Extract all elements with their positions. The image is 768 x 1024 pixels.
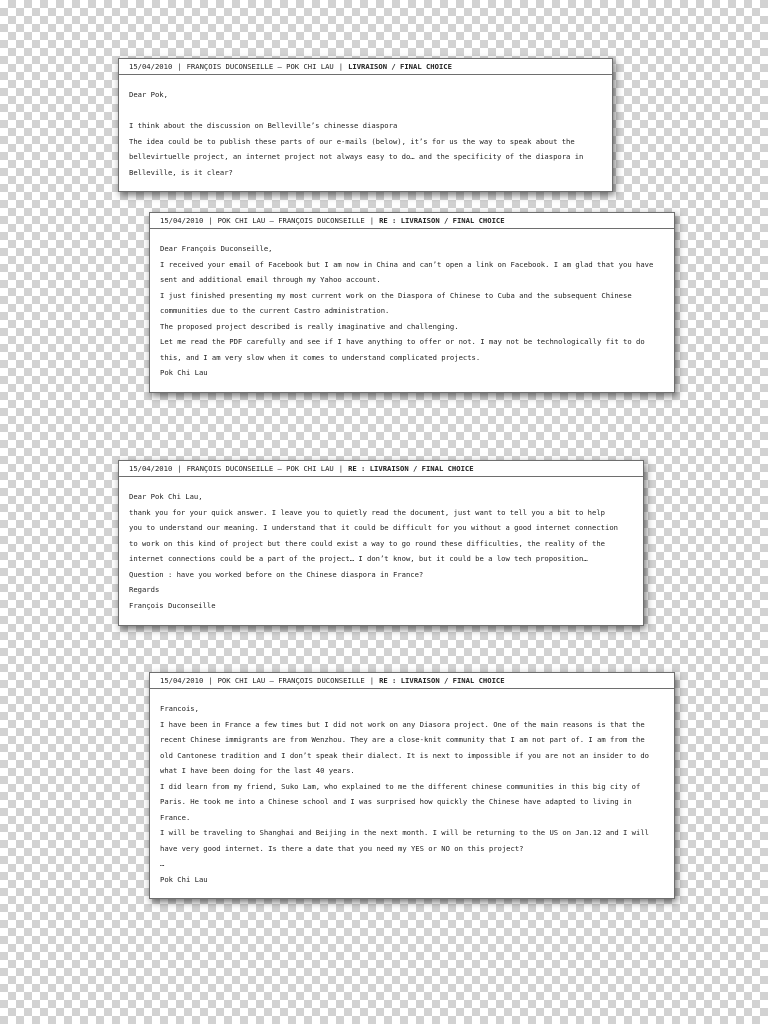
email-body-line: Francois, bbox=[160, 704, 199, 713]
email-body-line: sent and additional email through my Yahoo account. bbox=[160, 275, 381, 284]
email-body-line: Dear Pok Chi Lau, bbox=[129, 492, 203, 501]
email-body-line: old Cantonese tradition and I don’t speak their dialect. It is next to impossible if you are not an insider to do bbox=[160, 750, 649, 760]
header-separator: | bbox=[369, 676, 375, 685]
email-body-line: have very good internet. Is there a date that you need my YES or NO on this project? bbox=[160, 843, 524, 853]
email-body-line: I think about the discussion on Belleville’s chinesse diaspora bbox=[129, 121, 398, 130]
email-body-line: Let me read the PDF carefully and see if I have anything to offer or not. I may not be technologically fit to do bbox=[160, 337, 645, 346]
email-header bbox=[119, 461, 643, 477]
email-body-line: this, and I am very slow when it comes to understand complicated projects. bbox=[160, 352, 481, 362]
email-body-line: Dear Pok, bbox=[129, 90, 168, 99]
email-body bbox=[150, 691, 674, 887]
header-separator: | bbox=[208, 676, 213, 685]
email-body bbox=[119, 77, 612, 180]
email-participants: POK CHI LAU — FRANÇOIS DUCONSEILLE bbox=[217, 216, 365, 225]
email-body-line: I have been in France a few times but I did not work on any Diasora project. One of the main reasons is that the bbox=[160, 719, 645, 729]
email-participants: FRANÇOIS DUCONSEILLE — POK CHI LAU bbox=[186, 464, 334, 473]
email-body-line: I will be traveling to Shanghai and Beijing in the next month. I will be returning to the US on Jan.12 and I will bbox=[160, 828, 649, 837]
email-body-line: I just finished presenting my most current work on the Diaspora of Chinese to Cuba and the subsequent Chinese bbox=[160, 290, 632, 300]
email-body-line: I did learn from my friend, Suko Lam, who explained to me the different chinese communities in this big city of bbox=[160, 781, 641, 791]
email-body-line: Question : have you worked before on the Chinese diaspora in France? bbox=[129, 569, 424, 579]
email-body-line bbox=[129, 103, 602, 119]
email-date: 15/04/2010 bbox=[129, 62, 173, 71]
header-separator: | bbox=[338, 464, 344, 473]
email-subject: LIVRAISON / FINAL CHOICE bbox=[348, 62, 452, 71]
email-card bbox=[118, 58, 613, 192]
email-body-line: The proposed project described is really imaginative and challenging. bbox=[160, 321, 459, 331]
email-header bbox=[150, 673, 674, 689]
email-body bbox=[150, 231, 674, 381]
email-card bbox=[149, 212, 675, 393]
email-subject: RE : LIVRAISON / FINAL CHOICE bbox=[379, 676, 505, 685]
header-separator: | bbox=[369, 216, 375, 225]
email-body-line: communities due to the current Castro administration. bbox=[160, 306, 390, 315]
email-body-line: Dear François Duconseille, bbox=[160, 244, 273, 253]
email-card bbox=[118, 460, 644, 626]
email-body-line: François Duconseille bbox=[129, 600, 216, 610]
email-body-line: France. bbox=[160, 812, 191, 822]
email-subject: RE : LIVRAISON / FINAL CHOICE bbox=[379, 216, 505, 225]
email-participants: POK CHI LAU — FRANÇOIS DUCONSEILLE bbox=[217, 676, 365, 685]
email-header bbox=[150, 213, 674, 229]
header-separator: | bbox=[177, 464, 182, 473]
email-body-line: bellevirtuelle project, an internet project not always easy to do… and the specificity of the diaspora in bbox=[129, 152, 584, 161]
email-body-line: The idea could be to publish these parts of our e-mails (below), it’s for us the way to speak about the bbox=[129, 136, 575, 146]
email-card bbox=[149, 672, 675, 899]
email-header bbox=[119, 59, 612, 75]
header-separator: | bbox=[338, 62, 344, 71]
email-body-line: you to understand our meaning. I understand that it could be difficult for you without a good internet connection bbox=[129, 523, 618, 532]
email-body-line: thank you for your quick answer. I leave you to quietly read the document, just want to tell you a bit to help bbox=[129, 507, 605, 517]
email-date: 15/04/2010 bbox=[129, 464, 173, 473]
email-body-line: … bbox=[160, 859, 165, 868]
email-body-line: I received your email of Facebook but I am now in China and can’t open a link on Facebook. I am glad that you have bbox=[160, 259, 654, 269]
email-body-line: Regards bbox=[129, 585, 160, 594]
email-participants: FRANÇOIS DUCONSEILLE — POK CHI LAU bbox=[186, 62, 334, 71]
header-separator: | bbox=[208, 216, 213, 225]
email-body-line: what I have been doing for the last 40 years. bbox=[160, 766, 355, 775]
email-body-line: Pok Chi Lau bbox=[160, 368, 208, 377]
email-body-line: Paris. He took me into a Chinese school and I was surprised how quickly the Chinese have adapted to living in bbox=[160, 797, 632, 806]
email-body-line: to work on this kind of project but there could exist a way to go round these difficulties, the reality of the bbox=[129, 538, 605, 548]
email-subject: RE : LIVRAISON / FINAL CHOICE bbox=[348, 464, 474, 473]
email-body-line: Pok Chi Lau bbox=[160, 874, 208, 884]
email-body-line: internet connections could be a part of the project… I don’t know, but it could be a low tech proposition… bbox=[129, 554, 588, 563]
email-date: 15/04/2010 bbox=[160, 216, 204, 225]
email-body-line: recent Chinese immigrants are from Wenzhou. They are a close-knit community that I am not part of. I am from the bbox=[160, 735, 645, 744]
email-body-line: Belleville, is it clear? bbox=[129, 167, 233, 177]
email-body bbox=[119, 479, 643, 613]
email-date: 15/04/2010 bbox=[160, 676, 204, 685]
header-separator: | bbox=[177, 62, 182, 71]
